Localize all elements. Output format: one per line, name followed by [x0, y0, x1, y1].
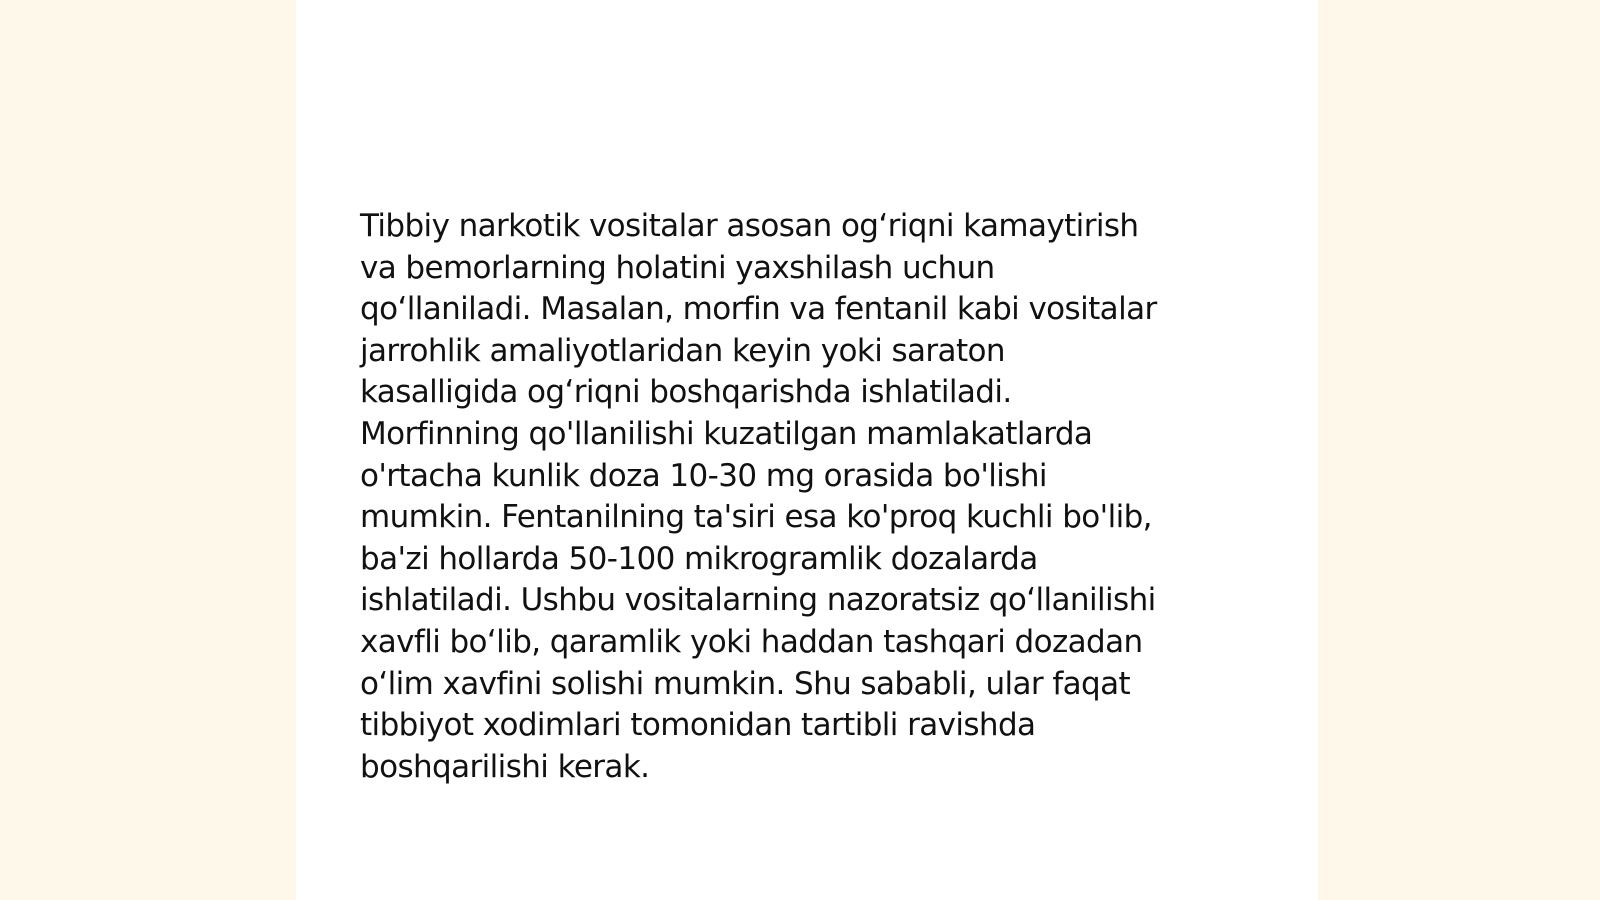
paragraph-line: kasalligida og‘riqni boshqarishda ishlatiladi.	[360, 374, 1012, 411]
paragraph-line: jarrohlik amaliyotlaridan keyin yoki saraton	[360, 332, 1005, 369]
paragraph-line: ba'zi hollarda 50-100 mikrogramlik dozalarda	[360, 540, 1038, 577]
paragraph-line: xavfli bo‘lib, qaramlik yoki haddan tashqari dozadan	[360, 623, 1143, 660]
body-paragraph	[360, 206, 1240, 788]
paragraph-line: Morfinning qo'llanilishi kuzatilgan mamlakatlarda	[360, 415, 1093, 452]
paragraph-line: mumkin. Fentanilning ta'siri esa ko'proq kuchli bo'lib,	[360, 499, 1152, 536]
paragraph-line: boshqarilishi kerak.	[360, 748, 650, 785]
paragraph-line: ishlatiladi. Ushbu vositalarning nazoratsiz qo‘llanilishi	[360, 582, 1156, 619]
paragraph-line: tibbiyot xodimlari tomonidan tartibli ravishda	[360, 707, 1036, 744]
paragraph-line: qo‘llaniladi. Masalan, morfin va fentanil kabi vositalar	[360, 291, 1157, 328]
paragraph-line: o‘lim xavfini solishi mumkin. Shu sababli, ular faqat	[360, 665, 1131, 702]
document-page	[296, 0, 1318, 900]
paragraph-line: o'rtacha kunlik doza 10-30 mg orasida bo'lishi	[360, 457, 1047, 494]
paragraph-line: va bemorlarning holatini yaxshilash uchun	[360, 249, 995, 286]
paragraph-line: Tibbiy narkotik vositalar asosan og‘riqni kamaytirish	[360, 208, 1139, 244]
